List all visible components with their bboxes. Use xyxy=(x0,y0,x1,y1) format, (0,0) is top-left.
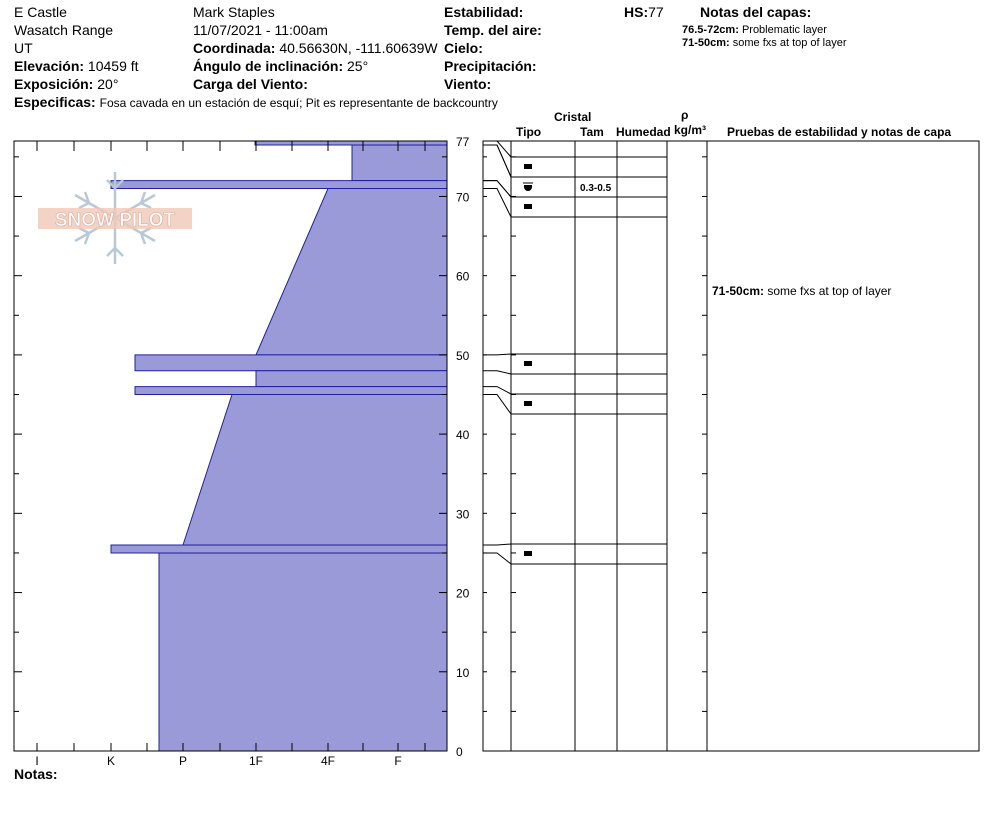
range: Wasatch Range xyxy=(14,22,114,38)
y-tick-label: 10 xyxy=(456,665,470,680)
hardness-layer-bar xyxy=(159,553,447,751)
density-unit-header: kg/m³ xyxy=(674,123,707,137)
x-tick-label: K xyxy=(106,754,116,768)
air-temp-label: Temp. del aire: xyxy=(444,22,542,38)
stability-label: Estabilidad: xyxy=(444,4,524,20)
elevation-label: Elevación: xyxy=(14,58,85,74)
hardness-profile xyxy=(111,141,447,751)
y-tick-labels xyxy=(456,135,470,759)
location: E Castle xyxy=(14,4,67,20)
wind-load-label: Carga del Viento: xyxy=(193,76,308,92)
specifics-value: Fosa cavada en un estación de esquí; Pit es representante de backcountry xyxy=(99,96,498,110)
sky-label: Cielo: xyxy=(444,40,483,56)
y-tick-label: 30 xyxy=(456,507,470,522)
depth-connector xyxy=(483,141,511,157)
depth-connector xyxy=(483,145,511,177)
melt-freeze-icon xyxy=(524,401,532,406)
hs-value: 77 xyxy=(648,4,664,20)
depth-connector xyxy=(483,145,511,177)
x-tick-label: F xyxy=(394,754,402,768)
x-tick-label: P xyxy=(178,754,188,768)
observer: Mark Staples xyxy=(193,4,275,20)
hardness-layer-bar xyxy=(183,395,447,546)
hs-label: HS: xyxy=(624,4,649,20)
layer-note-range: 76.5-72cm: xyxy=(682,24,739,36)
cristal-header: Cristal xyxy=(554,110,592,124)
x-tick-labels xyxy=(35,754,401,768)
depth-connector xyxy=(483,371,511,374)
tipo-header: Tipo xyxy=(516,125,542,139)
hardness-layer-bar xyxy=(352,145,447,181)
layer-note-text: Problematic layer xyxy=(741,24,827,36)
hardness-layer-bar xyxy=(135,355,447,371)
melt-freeze-icon xyxy=(524,164,532,169)
coord-value: 40.56630N, -111.60639W xyxy=(279,40,438,56)
stability-note-range: 71-50cm: xyxy=(712,284,765,298)
notes-label: Notas: xyxy=(14,766,58,782)
slope-label: Ángulo de inclinación: xyxy=(193,58,344,74)
hardness-layer-bar xyxy=(111,181,447,189)
exposure-value: 20° xyxy=(97,76,119,92)
depth-connector xyxy=(483,395,511,414)
slope-value: 25° xyxy=(347,58,369,74)
y-tick-label: 77 xyxy=(456,135,470,149)
melt-freeze-icon xyxy=(524,361,532,366)
hardness-layer-bar xyxy=(256,189,447,355)
crystal-size: 0.3-0.5 xyxy=(580,183,612,194)
depth-connector xyxy=(483,553,511,564)
depth-connector xyxy=(483,387,511,394)
state: UT xyxy=(14,40,33,56)
layer-note-text: some fxs at top of layer xyxy=(732,37,847,49)
tests-header: Pruebas de estabilidad y notas de capa xyxy=(727,125,952,139)
datetime: 11/07/2021 - 11:00am xyxy=(193,22,328,38)
coord-label: Coordinada: xyxy=(193,40,276,56)
depth-connector xyxy=(483,544,511,545)
precip-label: Precipitación: xyxy=(444,58,537,74)
wind-label: Viento: xyxy=(444,76,492,92)
exposure-label: Exposición: xyxy=(14,76,94,92)
surface-hoar-icon xyxy=(523,183,533,191)
y-tick-label: 0 xyxy=(456,745,463,759)
humedad-header: Humedad xyxy=(616,125,671,139)
y-tick-label: 70 xyxy=(456,190,470,205)
logo-text: SNOW PILOT xyxy=(54,210,176,231)
specifics-label: Especificas: xyxy=(14,94,96,110)
crystal-table-frame xyxy=(483,141,979,751)
x-tick-label: 4F xyxy=(320,754,336,768)
melt-freeze-icon xyxy=(524,204,532,209)
elevation-value: 10459 ft xyxy=(87,58,139,74)
x-tick-label: 1F xyxy=(248,754,264,768)
rho-header: ρ xyxy=(681,108,689,122)
layer-notes-label: Notas del capas: xyxy=(700,4,812,20)
x-tick-label: I xyxy=(35,754,39,768)
y-tick-label: 50 xyxy=(456,348,470,363)
melt-freeze-icon xyxy=(524,551,532,556)
depth-connector xyxy=(483,354,511,355)
tam-header: Tam xyxy=(580,125,604,139)
y-tick-label: 40 xyxy=(456,428,470,443)
hardness-layer-bar xyxy=(256,371,447,387)
layer-note-range: 71-50cm: xyxy=(682,37,730,49)
y-tick-label: 60 xyxy=(456,269,470,284)
y-tick-label: 20 xyxy=(456,586,470,601)
hardness-layer-bar xyxy=(255,141,447,145)
hardness-layer-bar xyxy=(111,545,447,553)
hardness-layer-bar xyxy=(135,387,447,395)
stability-note-text: some fxs at top of layer xyxy=(767,284,892,298)
